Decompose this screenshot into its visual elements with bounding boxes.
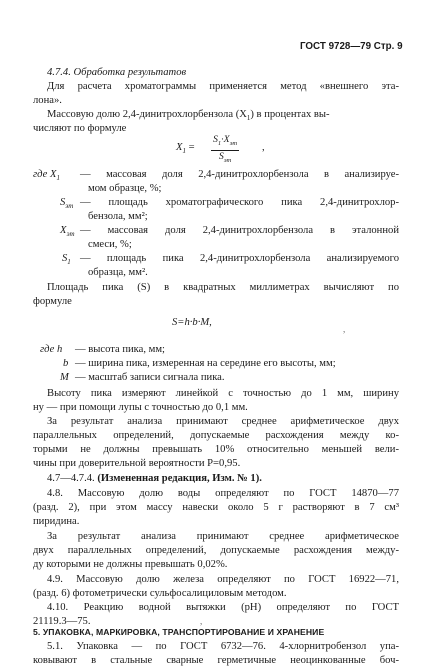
heading-4-7-4: 4.7.4. Обработка результатов — [47, 67, 187, 78]
definition-text: — масштаб записи сигнала пика. — [75, 372, 225, 383]
paragraph-text: параллельных определений, допускаемые расхождения между ко- — [33, 430, 399, 441]
paragraph-text: Площадь пика (S) в квадратных миллиметрах вычисляют по — [47, 282, 399, 293]
paragraph-text: 4.10. Реакцию водной вытяжки (pH) определяют по ГОСТ — [47, 602, 399, 613]
definition-text: — ширина пика, измеренная на середине его высоты, мм; — [75, 358, 336, 369]
paragraph-text: чины при доверительной вероятности P=0,95. — [33, 458, 241, 469]
definition-text: мом образце, %; — [88, 183, 162, 194]
formula-symbol: X — [176, 142, 183, 153]
paragraph-text: лона». — [33, 95, 62, 106]
formula-symbol: ·X — [221, 134, 230, 145]
definition-text: смеси, %; — [88, 239, 132, 250]
text-run: Массовую долю 2,4-динитрохлорбензола (X — [47, 109, 247, 120]
paragraph-text: пиридина. — [33, 516, 80, 527]
definition-symbol — [60, 224, 75, 241]
fraction-numerator — [211, 134, 239, 150]
paragraph-text: За результат анализа принимают среднее арифметическое — [47, 531, 399, 542]
text-run: 4.7—4.7.4. — [47, 473, 95, 484]
paragraph-text: ковывают в стальные сварные герметичные неоцинкованные боч- — [33, 655, 399, 666]
paragraph-text: За результат анализа принимают среднее арифметическое двух — [47, 416, 399, 427]
paragraph-text: формуле — [33, 296, 72, 307]
formula-symbol: S — [60, 197, 66, 208]
definition-text: — высота пика, мм; — [75, 344, 166, 355]
formula-2: S=h·b·M, — [172, 317, 212, 328]
paragraph-text: Высоту пика измеряют линейкой с точностью до 1 мм, ширину — [47, 388, 399, 399]
paragraph-text: 4.8. Массовую долю воды определяют по ГОСТ 14870—77 — [47, 488, 399, 499]
subscript: эт — [229, 139, 238, 147]
subscript: эт — [66, 230, 75, 239]
definition-text: бензола, мм²; — [88, 211, 148, 222]
subscript: эт — [223, 156, 232, 164]
definition-text: — массовая доля 2,4-динитрохлорбензола в анализируе- — [80, 169, 399, 180]
definition-symbol — [33, 168, 60, 185]
section-heading-5: 5. УПАКОВКА, МАРКИРОВКА, ТРАНСПОРТИРОВАНИЕ И ХРАНЕНИЕ — [33, 627, 325, 637]
paragraph-text: числяют по формуле — [33, 123, 127, 134]
formula-symbol: X — [60, 225, 67, 236]
definition-symbol: M — [60, 372, 69, 383]
paragraph-text: ну — при помощи лупы с точностью до 0,1 мм. — [33, 402, 248, 413]
definition-text: образца, мм². — [88, 267, 148, 278]
formula-comma: , — [262, 142, 265, 153]
formula-symbol: S — [62, 253, 68, 264]
formula-fraction — [211, 134, 239, 167]
page-header: ГОСТ 9728—79 Стр. 9 — [300, 41, 403, 52]
paragraph-text: торыми не должны превышать 10% относительно меньшей вели- — [33, 444, 399, 455]
paragraph-text: (разд. 2), при этом массу навески около 5 г растворяют в 7 см³ — [33, 502, 399, 513]
definition-text: — площадь пика 2,4-динитрохлорбензола анализируемого — [80, 253, 399, 264]
fraction-denominator — [219, 151, 231, 167]
paragraph-text: 4.9. Массовую долю железа определяют по ГОСТ 16922—71, — [47, 574, 399, 585]
scan-mark: , — [200, 616, 203, 626]
definition-text: — площадь хроматографического пика 2,4-динитрохлор- — [80, 197, 399, 208]
subscript: 1 — [246, 114, 251, 123]
definition-symbol: b — [63, 358, 69, 369]
scan-mark: , — [343, 324, 346, 334]
amendment-note — [47, 472, 262, 485]
definition-symbol — [62, 252, 71, 269]
definition-symbol — [60, 196, 73, 213]
paragraph-text: 21119.3—75. — [33, 616, 91, 627]
paragraph-text: 5.1. Упаковка — по ГОСТ 6732—76. 4-хлорнитробензол упа- — [47, 641, 399, 652]
formula-symbol: S — [218, 150, 224, 162]
formula-symbol: S — [213, 134, 218, 145]
definition-text: — массовая доля 2,4-динитрохлорбензола в эталонной — [80, 225, 399, 236]
paragraph-text: двух параллельных определений, допускаемые расхождения между- — [33, 545, 399, 556]
subscript: 1 — [67, 258, 71, 267]
paragraph-text: ду которыми не должны превышать 0,02%. — [33, 559, 228, 570]
subscript: 1 — [182, 147, 186, 156]
definition-symbol: где h — [40, 344, 63, 355]
paragraph-text: Для расчета хроматограммы применяется метод «внешнего эта- — [47, 81, 399, 92]
paragraph-text: (разд. 6) фотометрически сульфосалициловым методом. — [33, 588, 287, 599]
formula-lhs: $X_1$ = — [176, 142, 195, 156]
subscript: 1 — [217, 139, 222, 147]
subscript: 1 — [56, 174, 60, 183]
amendment-label: (Измененная редакция, Изм. № 1). — [97, 473, 262, 484]
text-run: ) в процентах вы- — [250, 109, 330, 120]
subscript: эт — [65, 202, 74, 211]
formula-symbol: где X — [33, 169, 57, 180]
